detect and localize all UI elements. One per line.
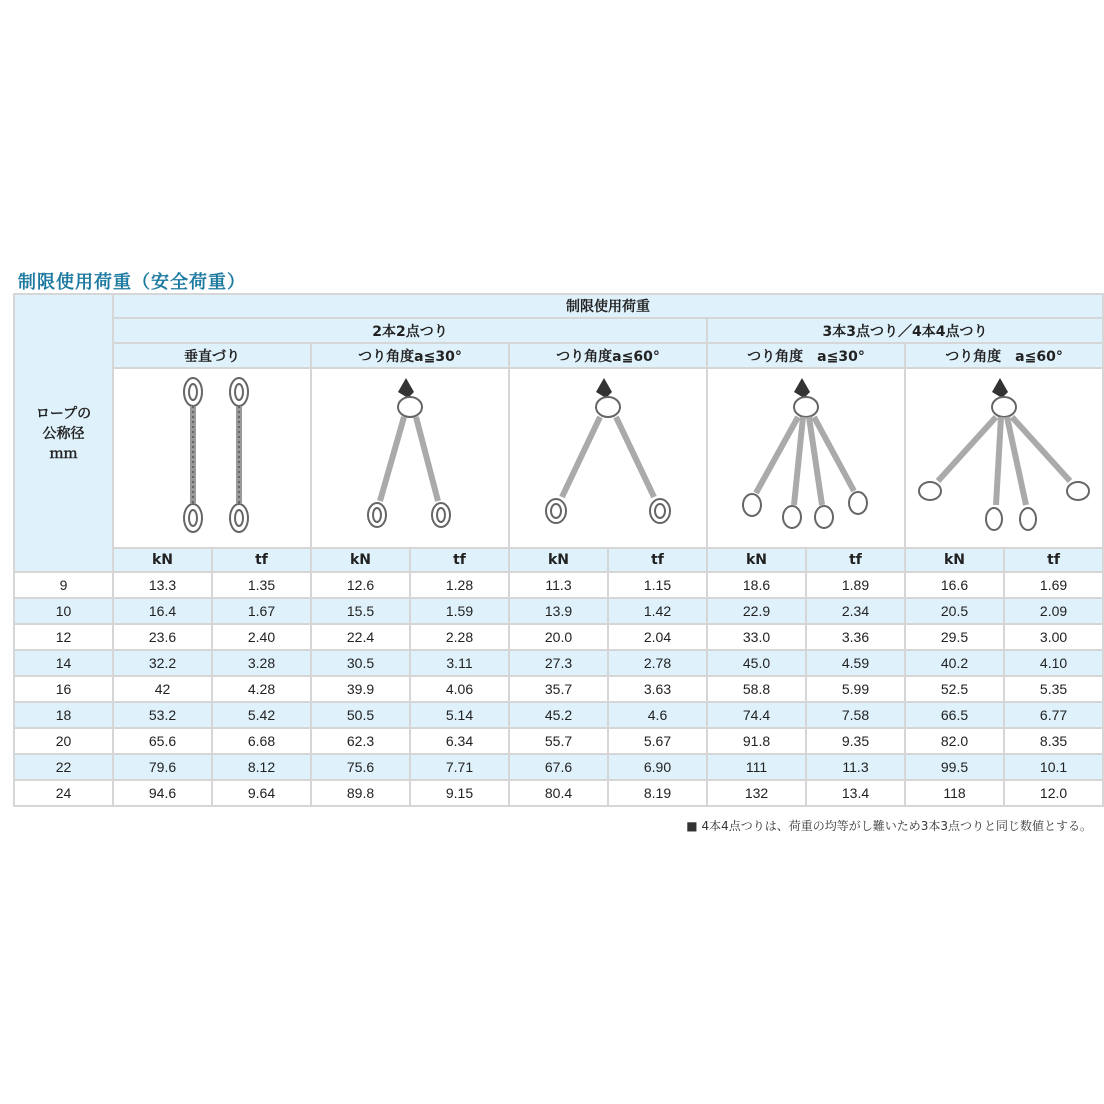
load-value-cell: 5.42: [212, 702, 311, 728]
load-value-cell: 23.6: [113, 624, 212, 650]
load-value-cell: 6.68: [212, 728, 311, 754]
group-header-2pt: 2本2点つり: [113, 318, 707, 343]
unit-kn: kN: [509, 548, 608, 572]
table-row: [14, 650, 1103, 676]
col-header-2pt-60: つり角度a≦60°: [509, 343, 707, 368]
load-value-cell: 3.63: [608, 676, 707, 702]
load-value-cell: 27.3: [509, 650, 608, 676]
load-value-cell: 20.0: [509, 624, 608, 650]
load-value-cell: 30.5: [311, 650, 410, 676]
unit-kn: kN: [311, 548, 410, 572]
unit-tf: tf: [608, 548, 707, 572]
unit-tf: tf: [410, 548, 509, 572]
sling-2pt-30-illustration: [311, 368, 509, 548]
load-value-cell: 33.0: [707, 624, 806, 650]
load-value-cell: 82.0: [905, 728, 1004, 754]
load-value-cell: 1.15: [608, 572, 707, 598]
load-value-cell: 62.3: [311, 728, 410, 754]
load-value-cell: 89.8: [311, 780, 410, 806]
load-value-cell: 74.4: [707, 702, 806, 728]
rope-diameter-cell: 9: [14, 572, 113, 598]
rope-diameter-cell: 10: [14, 598, 113, 624]
load-value-cell: 22.4: [311, 624, 410, 650]
col-header-vertical: 垂直づり: [113, 343, 311, 368]
col-header-2pt-30: つり角度a≦30°: [311, 343, 509, 368]
load-value-cell: 8.19: [608, 780, 707, 806]
table-row: [14, 676, 1103, 702]
load-value-cell: 35.7: [509, 676, 608, 702]
load-value-cell: 2.28: [410, 624, 509, 650]
rope-diameter-cell: 18: [14, 702, 113, 728]
load-value-cell: 40.2: [905, 650, 1004, 676]
load-value-cell: 2.34: [806, 598, 905, 624]
load-value-cell: 18.6: [707, 572, 806, 598]
load-value-cell: 1.28: [410, 572, 509, 598]
load-value-cell: 75.6: [311, 754, 410, 780]
load-value-cell: 9.64: [212, 780, 311, 806]
load-value-cell: 3.11: [410, 650, 509, 676]
load-value-cell: 3.36: [806, 624, 905, 650]
load-value-cell: 42: [113, 676, 212, 702]
unit-tf: tf: [1004, 548, 1103, 572]
load-value-cell: 8.12: [212, 754, 311, 780]
load-value-cell: 52.5: [905, 676, 1004, 702]
load-value-cell: 99.5: [905, 754, 1004, 780]
load-value-cell: 111: [707, 754, 806, 780]
load-value-cell: 1.67: [212, 598, 311, 624]
col-header-3pt-60: つり角度 a≦60°: [905, 343, 1103, 368]
load-value-cell: 4.06: [410, 676, 509, 702]
load-value-cell: 50.5: [311, 702, 410, 728]
load-value-cell: 6.90: [608, 754, 707, 780]
sling-3pt-60-illustration: [905, 368, 1103, 548]
group-header-3pt: 3本3点つり／4本4点つり: [707, 318, 1103, 343]
load-value-cell: 118: [905, 780, 1004, 806]
load-value-cell: 4.10: [1004, 650, 1103, 676]
load-value-cell: 13.3: [113, 572, 212, 598]
load-value-cell: 7.58: [806, 702, 905, 728]
load-value-cell: 8.35: [1004, 728, 1103, 754]
load-value-cell: 3.28: [212, 650, 311, 676]
table-row: [14, 780, 1103, 806]
load-value-cell: 1.89: [806, 572, 905, 598]
load-table: [13, 293, 1104, 807]
main-header: 制限使用荷重: [113, 294, 1103, 318]
load-value-cell: 1.59: [410, 598, 509, 624]
unit-tf: tf: [212, 548, 311, 572]
load-value-cell: 13.4: [806, 780, 905, 806]
load-value-cell: 45.0: [707, 650, 806, 676]
footnote: ■ 4本4点つりは、荷重の均等がし難いため3本3点つりと同じ数値とする。: [686, 819, 1092, 833]
load-value-cell: 66.5: [905, 702, 1004, 728]
load-value-cell: 132: [707, 780, 806, 806]
table-row: [14, 624, 1103, 650]
rope-diameter-cell: 14: [14, 650, 113, 676]
load-value-cell: 9.15: [410, 780, 509, 806]
load-value-cell: 22.9: [707, 598, 806, 624]
load-value-cell: 80.4: [509, 780, 608, 806]
load-value-cell: 1.35: [212, 572, 311, 598]
unit-tf: tf: [806, 548, 905, 572]
unit-kn: kN: [113, 548, 212, 572]
sling-vertical-illustration: [113, 368, 311, 548]
load-value-cell: 65.6: [113, 728, 212, 754]
load-value-cell: 20.5: [905, 598, 1004, 624]
load-value-cell: 11.3: [806, 754, 905, 780]
load-value-cell: 6.34: [410, 728, 509, 754]
load-value-cell: 6.77: [1004, 702, 1103, 728]
load-value-cell: 53.2: [113, 702, 212, 728]
table-row: [14, 702, 1103, 728]
table-row: [14, 754, 1103, 780]
rope-diameter-cell: 16: [14, 676, 113, 702]
load-value-cell: 15.5: [311, 598, 410, 624]
rope-diameter-cell: 12: [14, 624, 113, 650]
load-value-cell: 4.6: [608, 702, 707, 728]
load-value-cell: 3.00: [1004, 624, 1103, 650]
rope-diameter-header: ロープの 公称径 ｍｍ: [14, 294, 113, 572]
load-value-cell: 67.6: [509, 754, 608, 780]
unit-kn: kN: [905, 548, 1004, 572]
load-value-cell: 2.78: [608, 650, 707, 676]
unit-kn: kN: [707, 548, 806, 572]
load-value-cell: 4.28: [212, 676, 311, 702]
load-value-cell: 16.6: [905, 572, 1004, 598]
load-value-cell: 91.8: [707, 728, 806, 754]
load-value-cell: 2.40: [212, 624, 311, 650]
table-row: [14, 572, 1103, 598]
rope-diameter-cell: 20: [14, 728, 113, 754]
load-value-cell: 58.8: [707, 676, 806, 702]
col-header-3pt-30: つり角度 a≦30°: [707, 343, 905, 368]
load-value-cell: 79.6: [113, 754, 212, 780]
load-value-cell: 45.2: [509, 702, 608, 728]
page-title: 制限使用荷重（安全荷重）: [18, 272, 246, 293]
load-value-cell: 94.6: [113, 780, 212, 806]
table-row: [14, 598, 1103, 624]
load-value-cell: 1.42: [608, 598, 707, 624]
load-value-cell: 10.1: [1004, 754, 1103, 780]
load-value-cell: 16.4: [113, 598, 212, 624]
load-value-cell: 7.71: [410, 754, 509, 780]
load-value-cell: 2.09: [1004, 598, 1103, 624]
sling-3pt-30-illustration: [707, 368, 905, 548]
load-value-cell: 11.3: [509, 572, 608, 598]
rope-diameter-cell: 22: [14, 754, 113, 780]
load-value-cell: 13.9: [509, 598, 608, 624]
rope-diameter-cell: 24: [14, 780, 113, 806]
sling-2pt-60-illustration: [509, 368, 707, 548]
load-value-cell: 5.99: [806, 676, 905, 702]
load-value-cell: 12.0: [1004, 780, 1103, 806]
load-value-cell: 2.04: [608, 624, 707, 650]
table-row: [14, 728, 1103, 754]
load-value-cell: 29.5: [905, 624, 1004, 650]
load-value-cell: 1.69: [1004, 572, 1103, 598]
load-value-cell: 5.14: [410, 702, 509, 728]
table-body: [14, 572, 1103, 806]
load-value-cell: 4.59: [806, 650, 905, 676]
load-value-cell: 5.67: [608, 728, 707, 754]
load-value-cell: 12.6: [311, 572, 410, 598]
load-value-cell: 5.35: [1004, 676, 1103, 702]
load-value-cell: 9.35: [806, 728, 905, 754]
load-value-cell: 55.7: [509, 728, 608, 754]
load-value-cell: 32.2: [113, 650, 212, 676]
load-value-cell: 39.9: [311, 676, 410, 702]
